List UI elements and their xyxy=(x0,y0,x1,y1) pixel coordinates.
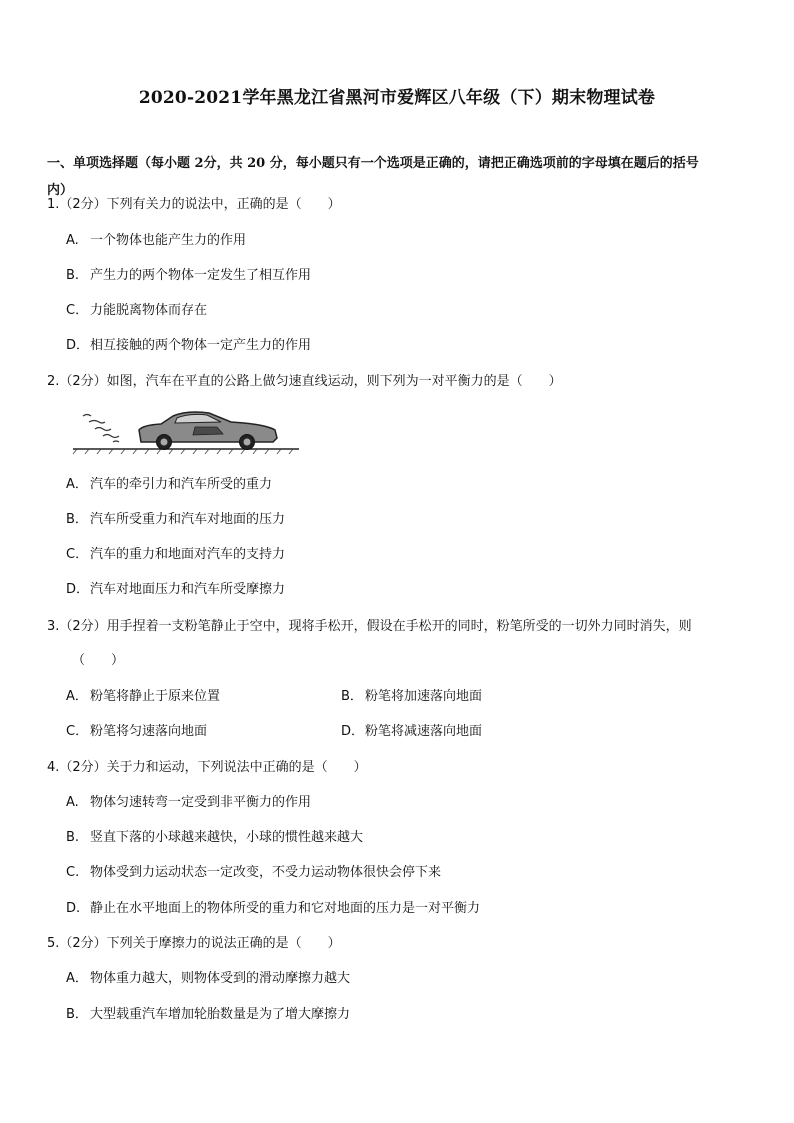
option-text: 竖直下落的小球越来越快，小球的惯性越来越大 xyxy=(90,830,364,845)
question-1-stem: 1.（2分）下列有关力的说法中，正确的是（ ） xyxy=(47,197,341,212)
question-4-option-c[interactable] xyxy=(66,863,441,883)
question-2-option-a[interactable] xyxy=(66,475,272,495)
car-illustration xyxy=(69,408,303,456)
question-4-option-a[interactable] xyxy=(66,793,311,813)
question-2-option-b[interactable] xyxy=(66,510,285,530)
question-3-option-c[interactable] xyxy=(66,722,207,742)
option-label: C． xyxy=(66,303,89,318)
option-label: C． xyxy=(66,724,89,739)
option-text: 大型载重汽车增加轮胎数量是为了增大摩擦力 xyxy=(90,1007,351,1022)
option-text: 粉笔将加速落向地面 xyxy=(365,689,483,704)
question-3-stem: 3.（2分）用手捏着一支粉笔静止于空中，现将手松开，假设在手松开的同时，粉笔所受的一切外力同时消失，则 xyxy=(47,619,692,634)
option-label: D． xyxy=(341,724,365,739)
option-label: D． xyxy=(66,338,90,353)
option-text: 静止在水平地面上的物体所受的重力和它对地面的压力是一对平衡力 xyxy=(90,901,481,916)
option-label: B． xyxy=(341,689,363,704)
section-heading-line1: 一、单项选择题（每小题 2分，共 20 分，每小题只有一个选项是正确的，请把正确选项前的字母填在题后的括号 xyxy=(47,156,699,171)
question-1-option-a[interactable] xyxy=(66,231,246,251)
option-text: 物体受到力运动状态一定改变，不受力运动物体很快会停下来 xyxy=(90,865,442,880)
section-heading-line2: 内） xyxy=(47,183,74,198)
option-text: 物体匀速转弯一定受到非平衡力的作用 xyxy=(90,795,312,810)
option-label: A． xyxy=(66,971,88,986)
option-label: B． xyxy=(66,512,88,527)
option-text: 物体重力越大，则物体受到的滑动摩擦力越大 xyxy=(90,971,351,986)
question-1-option-d[interactable] xyxy=(66,336,311,356)
question-3-option-a[interactable] xyxy=(66,687,220,707)
option-text: 力能脱离物体而存在 xyxy=(90,303,208,318)
question-3-option-d[interactable] xyxy=(341,722,482,742)
question-1-option-b[interactable] xyxy=(66,266,311,286)
question-3-option-b[interactable] xyxy=(341,687,482,707)
question-4-stem: 4.（2分）关于力和运动，下列说法中正确的是（ ） xyxy=(47,760,367,775)
question-4-option-b[interactable] xyxy=(66,828,363,848)
option-label: C． xyxy=(66,547,89,562)
option-text: 粉笔将匀速落向地面 xyxy=(90,724,208,739)
question-2-option-d[interactable] xyxy=(66,580,285,600)
option-text: 一个物体也能产生力的作用 xyxy=(90,233,247,248)
option-label: B． xyxy=(66,1007,88,1022)
option-text: 相互接触的两个物体一定产生力的作用 xyxy=(90,338,312,353)
option-label: A. xyxy=(66,233,79,248)
question-5-option-a[interactable] xyxy=(66,969,350,989)
question-2-option-c[interactable] xyxy=(66,545,285,565)
car-icon xyxy=(139,412,277,450)
question-2-stem: 2.（2分）如图，汽车在平直的公路上做匀速直线运动，则下列为一对平衡力的是（ ） xyxy=(47,374,562,389)
question-5-option-b[interactable] xyxy=(66,1005,350,1025)
option-label: A． xyxy=(66,477,88,492)
option-label: D． xyxy=(66,582,90,597)
option-text: 汽车所受重力和汽车对地面的压力 xyxy=(90,512,286,527)
option-label: D. xyxy=(66,901,81,916)
option-text: 产生力的两个物体一定发生了相互作用 xyxy=(90,268,312,283)
option-text: 汽车的重力和地面对汽车的支持力 xyxy=(90,547,286,562)
option-text: 粉笔将静止于原来位置 xyxy=(90,689,221,704)
option-label: C. xyxy=(66,865,80,880)
option-text: 汽车的牵引力和汽车所受的重力 xyxy=(90,477,273,492)
question-1-option-c[interactable] xyxy=(66,301,207,321)
question-4-option-d[interactable] xyxy=(66,899,480,919)
question-3-answer-paren: （ ） xyxy=(72,653,125,668)
option-label: A． xyxy=(66,689,88,704)
question-5-stem: 5.（2分）下列关于摩擦力的说法正确的是（ ） xyxy=(47,936,341,951)
option-label: B. xyxy=(66,268,80,283)
option-label: A. xyxy=(66,795,79,810)
speed-lines-icon xyxy=(83,415,119,443)
exam-title: 2020-2021学年黑龙江省黑河市爱辉区八年级（下）期末物理试卷 xyxy=(138,88,656,108)
option-text: 粉笔将减速落向地面 xyxy=(365,724,483,739)
option-label: B. xyxy=(66,830,80,845)
option-text: 汽车对地面压力和汽车所受摩擦力 xyxy=(90,582,286,597)
